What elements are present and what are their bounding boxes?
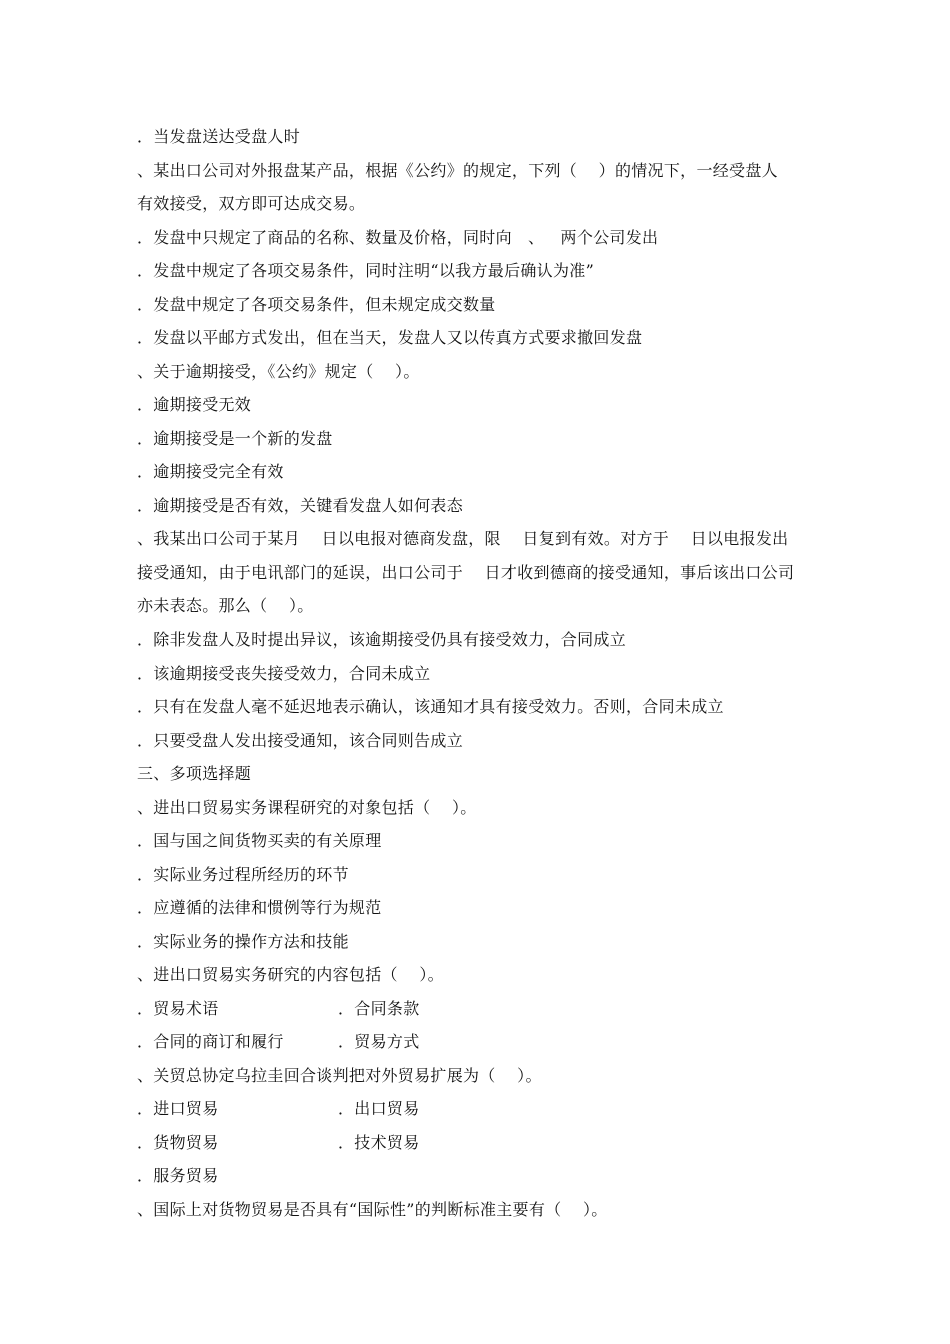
question-line: 、国际上对货物贸易是否具有“国际性”的判断标准主要有（ ）。	[137, 1200, 608, 1219]
option-line: ．逾期接受无效	[137, 395, 252, 414]
option-line: ．发盘中规定了各项交易条件，但未规定成交数量	[137, 295, 496, 314]
option-line: ．国与国之间货物买卖的有关原理	[137, 831, 382, 850]
option-line-right: ．技术贸易	[338, 1133, 420, 1152]
question-line: 、关于逾期接受，《公约》规定（ ）。	[137, 362, 420, 381]
option-line-right: ．合同条款	[338, 999, 420, 1018]
option-line: ．实际业务的操作方法和技能	[137, 932, 349, 951]
option-line: ．逾期接受完全有效	[137, 462, 284, 481]
option-line: ．除非发盘人及时提出异议，该逾期接受仍具有接受效力，合同成立	[137, 630, 627, 649]
option-line-right: ．贸易方式	[338, 1032, 420, 1051]
option-line: ．贸易术语	[137, 999, 219, 1018]
option-line: ．实际业务过程所经历的环节	[137, 865, 349, 884]
question-line: 、我某出口公司于某月 日以电报对德商发盘，限 日复到有效。对方于 日以电报发出	[137, 529, 789, 548]
section-heading: 三、多项选择题	[137, 764, 252, 783]
option-line: ．只要受盘人发出接受通知，该合同则告成立	[137, 731, 464, 750]
option-line: ．货物贸易	[137, 1133, 219, 1152]
option-line: ．当发盘送达受盘人时	[137, 127, 301, 146]
question-continuation: 有效接受，双方即可达成交易。	[137, 194, 366, 213]
question-line: 、关贸总协定乌拉圭回合谈判把对外贸易扩展为（ ）。	[137, 1066, 542, 1085]
option-line: ．只有在发盘人毫不延迟地表示确认，该通知才具有接受效力。否则，合同未成立	[137, 697, 724, 716]
option-line: ．该逾期接受丧失接受效力，合同未成立	[137, 664, 431, 683]
option-line: ．进口贸易	[137, 1099, 219, 1118]
option-line: ．发盘以平邮方式发出，但在当天，发盘人又以传真方式要求撤回发盘	[137, 328, 643, 347]
question-continuation: 接受通知，由于电讯部门的延误，出口公司于 日才收到德商的接受通知，事后该出口公司	[137, 563, 795, 582]
question-line: 、进出口贸易实务课程研究的对象包括（ ）。	[137, 798, 477, 817]
question-line: 、进出口贸易实务研究的内容包括（ ）。	[137, 965, 444, 984]
option-line: ．逾期接受是否有效，关键看发盘人如何表态	[137, 496, 464, 515]
option-line: ．发盘中只规定了商品的名称、数量及价格，同时向 、 两个公司发出	[137, 228, 659, 247]
question-line: 、某出口公司对外报盘某产品，根据《公约》的规定，下列（ ）的情况下，一经受盘人	[137, 161, 778, 180]
option-line: ．服务贸易	[137, 1166, 219, 1185]
option-line: ．合同的商订和履行	[137, 1032, 284, 1051]
question-continuation: 亦未表态。那么（ ）。	[137, 596, 314, 615]
option-line: ．发盘中规定了各项交易条件，同时注明“以我方最后确认为准”	[137, 261, 595, 280]
option-line: ．逾期接受是一个新的发盘	[137, 429, 333, 448]
option-line: ．应遵循的法律和惯例等行为规范	[137, 898, 382, 917]
option-line-right: ．出口贸易	[338, 1099, 420, 1118]
